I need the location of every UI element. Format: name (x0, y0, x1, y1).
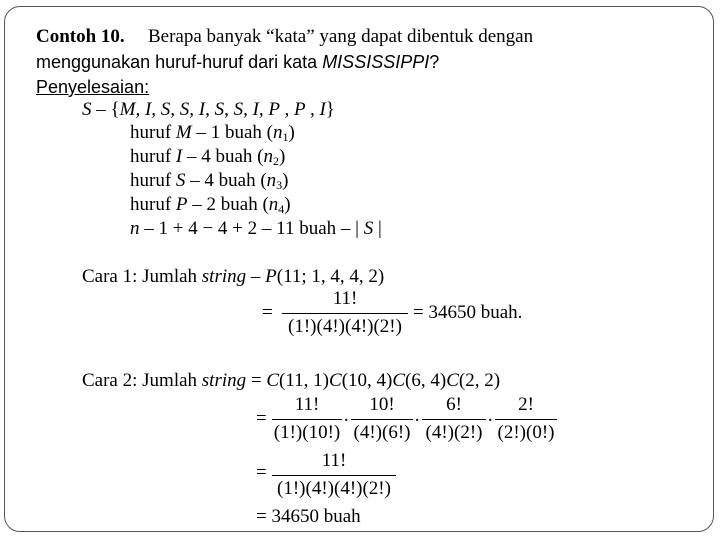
letter-line-i (130, 146, 285, 169)
set-s-close: } (325, 99, 335, 120)
fraction-bar (282, 313, 408, 314)
fraction-denominator: (4!)(6!) (353, 422, 411, 443)
n-subscript: 3 (276, 178, 283, 192)
set-s-symbol: S (82, 99, 92, 120)
p-symbol: P (265, 266, 277, 287)
set-s-elements: M, I, S, S, I, S, S, I, P , P , I (119, 99, 326, 120)
fraction-denominator: (1!)(4!)(4!)(2!) (277, 478, 391, 499)
cara1-prefix: Cara 1: Jumlah (82, 266, 202, 287)
fraction-denominator: (1!)(4!)(4!)(2!) (288, 316, 402, 337)
example-label: Contoh 10. (36, 26, 125, 47)
string-word: string (201, 266, 247, 287)
fraction-numerator: 2! (518, 394, 534, 415)
fraction-numerator: 6! (446, 394, 462, 415)
letter-prefix: huruf (130, 146, 176, 167)
letter-symbol: M (175, 122, 192, 143)
question-line-1: Berapa banyak “kata” yang dapat dibentuk dengan (148, 26, 534, 47)
cara1-fraction (282, 288, 408, 344)
cara1-result: = 34650 buah. (413, 302, 523, 323)
set-s-line (82, 99, 335, 121)
abs-close: | (373, 218, 382, 239)
n-subscript: 4 (278, 202, 285, 216)
letter-prefix: huruf (130, 122, 176, 143)
cara2-eq: = (246, 370, 267, 391)
multiply-dot: · (487, 410, 494, 431)
question-mark: ? (429, 52, 440, 72)
cara2-fraction-2 (351, 394, 413, 450)
fraction-bar (272, 475, 396, 476)
letter-count: – 4 buah ( (185, 170, 267, 191)
cara1-args: (11; 1, 4, 4, 2) (276, 266, 385, 287)
paren-close: ) (279, 146, 286, 167)
letter-count: – 2 buah ( (187, 194, 269, 215)
set-s-eq: – { (91, 99, 120, 120)
fraction-denominator: (4!)(2!) (425, 422, 483, 443)
paren-close: ) (282, 170, 289, 191)
letter-symbol: I (175, 146, 183, 167)
fraction-numerator: 11! (294, 394, 320, 415)
string-word: string (201, 370, 247, 391)
cara2-line (82, 370, 500, 392)
n-symbol: n (273, 122, 283, 143)
n-symbol: n (130, 218, 140, 239)
c-symbol: C (329, 370, 342, 391)
cara2-prefix: Cara 2: Jumlah (82, 370, 202, 391)
letter-symbol: S (175, 170, 186, 191)
total-expression: – 1 + 4 − 4 + 2 – 11 buah – | (139, 218, 364, 239)
multiply-dot: · (343, 410, 350, 431)
letter-line-s (130, 170, 289, 193)
c-symbol: C (446, 370, 459, 391)
c-term: (10, 4) (341, 370, 393, 391)
cara1-equals: = (262, 302, 273, 323)
c-term: (6, 4) (405, 370, 447, 391)
c-term: (11, 1) (279, 370, 329, 391)
total-line (130, 218, 382, 240)
fraction-denominator: (1!)(10!) (273, 422, 341, 443)
fraction-numerator: 11! (321, 450, 347, 471)
letter-line-p (130, 194, 291, 217)
fraction-numerator: 10! (369, 394, 395, 415)
letter-symbol: P (175, 194, 188, 215)
fraction-bar (422, 419, 486, 420)
letter-prefix: huruf (130, 194, 176, 215)
cara2-final: = 34650 buah (256, 506, 361, 527)
cara1-eq: – (246, 266, 266, 287)
n-symbol: n (266, 170, 277, 191)
n-subscript: 2 (273, 154, 279, 168)
letter-line-m (130, 122, 295, 145)
c-term: (2, 2) (458, 370, 501, 391)
fraction-denominator: (2!)(0!) (497, 422, 555, 443)
cara2-fraction-3 (422, 394, 486, 450)
n-subscript: 1 (282, 130, 289, 144)
fraction-bar (272, 419, 342, 420)
n-symbol: n (268, 194, 279, 215)
cara2-step2-fraction (272, 450, 396, 506)
paren-close: ) (284, 194, 291, 215)
n-symbol: n (263, 146, 273, 167)
multiply-dot: · (414, 410, 421, 431)
letter-count: – 4 buah ( (182, 146, 264, 167)
solution-label: Penyelesaian: (36, 77, 150, 97)
cara2-step1-equals: = (256, 408, 267, 429)
cara2-step2-equals: = (256, 462, 267, 483)
question-line-2 (36, 52, 439, 73)
letter-count: – 1 buah ( (191, 122, 273, 143)
c-symbol: C (266, 370, 280, 391)
cara2-fraction-4 (495, 394, 557, 450)
paren-close: ) (288, 122, 295, 143)
fraction-bar (495, 419, 557, 420)
fraction-bar (351, 419, 413, 420)
fraction-numerator: 11! (332, 288, 358, 309)
question-line-2-prefix: menggunakan huruf-huruf dari kata (36, 52, 323, 72)
set-s-symbol: S (363, 218, 374, 239)
cara2-fraction-1 (272, 394, 342, 450)
word-mississippi: MISSISSIPPI (322, 52, 430, 72)
cara1-line (82, 266, 384, 288)
letter-prefix: huruf (130, 170, 176, 191)
c-symbol: C (392, 370, 406, 391)
